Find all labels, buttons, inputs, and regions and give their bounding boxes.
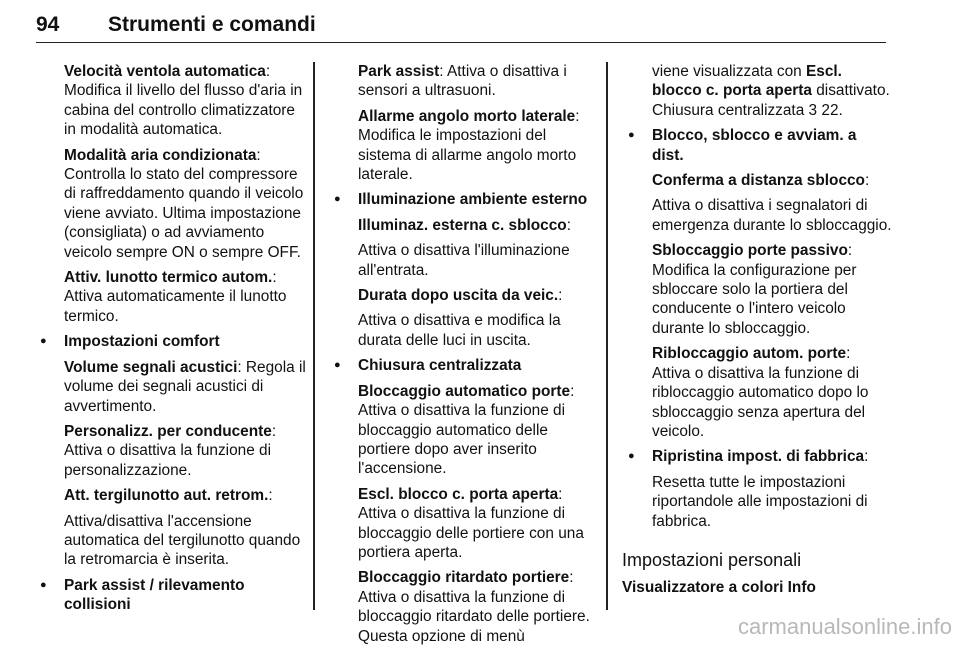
bullet-item: ● Impostazioni comfort <box>64 332 306 351</box>
paragraph: Attiv. lunotto termico autom.: Attiva automaticamente il lunotto termico. <box>64 269 287 325</box>
paragraph: Park assist: Attiva o disattiva i sensori a ultrasuoni. <box>358 63 567 100</box>
paragraph: Personalizz. per conducente: Attiva o disattiva la funzione di personalizzazione. <box>64 422 277 479</box>
paragraph: Bloccaggio automatico porte: Attiva o disattiva la funzione di bloccaggio automatico delle portiere dopo aver inserito l'accensione. <box>358 382 575 478</box>
paragraph: Modalità aria condizionata: Controlla lo stato del compressore di raffreddamento quando il veicolo viene avviato. Ultima impostazione (consigliata) o ad avviamento veicolo sempre ON o sempre OFF. <box>64 146 304 261</box>
paragraph: Escl. blocco c. porta aperta: Attiva o disattiva la funzione di bloccaggio delle portiere con una portiera aperta. <box>358 485 584 561</box>
page-number: 94 <box>36 13 60 36</box>
column-divider <box>313 62 315 610</box>
bullet-item: ● Blocco, sblocco e avviam. a dist. <box>652 126 892 165</box>
paragraph: Attiva o disattiva i segnalatori di emergenza durante lo sbloccaggio. <box>652 197 892 234</box>
column-3 <box>622 62 892 598</box>
paragraph: Bloccaggio ritardato portiere: Attiva o disattiva la funzione di bloccaggio ritardato delle portiere. Questa opzione di menù <box>358 569 590 645</box>
paragraph: Resetta tutte le impostazioni riportandole alle impostazioni di fabbrica. <box>652 473 868 530</box>
column-1 <box>64 62 306 621</box>
paragraph: Volume segnali acustici: Regola il volume dei segnali acustici di avvertimento. <box>64 358 306 415</box>
bullet-item: ● Ripristina impost. di fabbrica: <box>652 447 892 466</box>
paragraph: Attiva o disattiva e modifica la durata delle luci in uscita. <box>358 312 561 349</box>
column-divider <box>606 62 608 610</box>
paragraph: Allarme angolo morto laterale: Modifica le impostazioni del sistema di allarme angolo morto laterale. <box>358 107 580 184</box>
bullet-item: ● Park assist / rilevamento collisioni <box>64 576 306 615</box>
header-rule <box>36 42 886 44</box>
section-title: Impostazioni personali <box>622 549 802 570</box>
page-title: Strumenti e comandi <box>108 13 316 36</box>
paragraph: Attiva o disattiva l'illuminazione all'entrata. <box>358 242 570 279</box>
column-2 <box>358 62 594 652</box>
paragraph: Conferma a distanza sblocco: <box>652 172 870 190</box>
paragraph: viene visualizzata con Escl. blocco c. porta aperta disattivato. Chiusura centralizzata 3 22. <box>652 63 890 119</box>
paragraph: Velocità ventola automatica: Modifica il livello del flusso d'aria in cabina del controllo climatizzatore in modalità automatica. <box>64 63 303 139</box>
paragraph: Ribloccaggio autom. porte: Attiva o disattiva la funzione di ribloccaggio automatico dopo lo sbloccaggio senza apertura del veicolo. <box>652 345 869 440</box>
subsection-title: Visualizzatore a colori Info <box>622 579 816 597</box>
paragraph: Sbloccaggio porte passivo: Modifica la configurazione per sbloccare solo la portiera del conducente o l'intero veicolo durante lo sbloccaggio. <box>652 242 857 337</box>
paragraph: Durata dopo uscita da veic.: <box>358 287 563 305</box>
page-header <box>36 7 886 43</box>
paragraph: Attiva/disattiva l'accensione automatica del tergilunotto quando la retromarcia è inserita. <box>64 512 301 569</box>
page-reference: 3 22. <box>808 101 843 119</box>
paragraph: Illuminaz. esterna c. sblocco: <box>358 216 571 234</box>
paragraph: Att. tergilunotto aut. retrom.: <box>64 487 273 505</box>
watermark: carmanualsonline.info <box>737 614 952 639</box>
bullet-item: ● Illuminazione ambiente esterno <box>358 190 594 209</box>
bullet-item: ● Chiusura centralizzata <box>358 356 594 375</box>
